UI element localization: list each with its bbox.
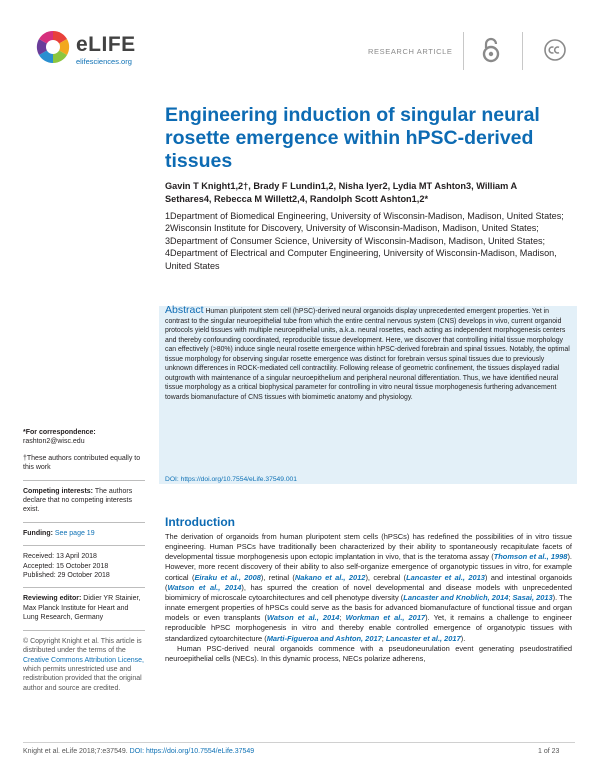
funding-link[interactable]: See page 19 bbox=[54, 529, 95, 537]
sidebar-divider bbox=[23, 480, 145, 481]
citation-link[interactable]: Sasai, 2013 bbox=[512, 592, 553, 602]
body-text: ). The innate emergent properties of hPSCs could serve as the basis for advanced biomanufacture of functional tissue and organ models or even transplants ( bbox=[165, 592, 572, 623]
abstract-doi-link[interactable]: DOI: https://doi.org/10.7554/eLife.37549.001 bbox=[165, 476, 297, 483]
reviewing-editor-text: Didier YR Stainier, Max Planck Institute for Heart and Lung Research, Germany bbox=[23, 595, 141, 622]
page-number: 1 of 23 bbox=[538, 748, 560, 755]
introduction-heading: Introduction bbox=[165, 515, 235, 529]
citation-link[interactable]: Lancaster et al., 2013 bbox=[406, 572, 485, 582]
footer-citation bbox=[23, 748, 254, 755]
article-sidebar bbox=[23, 428, 145, 700]
citation-link[interactable]: Thomson et al., 1998 bbox=[493, 552, 568, 562]
citation-link[interactable]: Workman et al., 2017 bbox=[345, 613, 426, 623]
funding-label: Funding: bbox=[23, 529, 53, 537]
competing-interests-text: The authors declare that no competing interests exist. bbox=[23, 487, 133, 514]
citation-text: Knight et al. eLife 2018;7:e37549. bbox=[23, 748, 128, 755]
published-date: Published: 29 October 2018 bbox=[23, 572, 110, 580]
body-text: ), has spurred the creation of novel developmental and disease models with unprecedented biomimicry of microscale cytoarchitectures and cell phenotype diversity ( bbox=[165, 582, 572, 602]
accepted-date: Accepted: 15 October 2018 bbox=[23, 562, 109, 570]
citation-link[interactable]: Lancaster and Knoblich, 2014 bbox=[403, 592, 509, 602]
header-divider bbox=[463, 32, 464, 70]
received-date: Received: 13 April 2018 bbox=[23, 553, 97, 561]
affiliations: 1Department of Biomedical Engineering, University of Wisconsin-Madison, Madison, United States; 2Wisconsin Institute for Discovery, University of Wisconsin-Madison, Madison, United States; 3Department of Consumer Science, University of Wisconsin-Madison, Madison, United States; 4Department of Electrical and Computer Engineering, University of Wisconsin-Madison, Madison, United States bbox=[165, 211, 564, 271]
abstract-text: Human pluripotent stem cell (hPSC)-derived neural organoids display unprecedented emergent properties. Yet in contrast to the singular neuroepithelial tube from which the entire central nervous system (CNS) develops in vivo, current organoid protocols yield tissues with multiple neuroepithelial units, a.k.a. neural rosettes, each acting as independent morphogenesis centers and thereby confounding coordinated, reproducible tissue development. Here, we discover that controlling initial tissue morphology can effectively (>80%) induce single neural rosette emergence within hPSC-derived forebrain and spinal tissues. Notably, the optimal tissue morphology for observing singular rosette emergence was distinct for forebrain versus spinal tissues due to previously unknown differences in ROCK-mediated cell contractility. Following release of geometric confinement, the tissues displayed radial outgrowth with maintenance of a singular neuroepithelium and peripheral neuronal differentiation. Thus, we have identified neural tissue morphology as a critical biophysical parameter for controlling in vitro neural tissue morphogenesis furthering advancement towards biomanufacture of CNS tissues with biomimetic anatomy and physiology. bbox=[165, 308, 570, 401]
body-text: ). However, more recent discovery of their ability to also self-organize emergence of organotypic tissues in vitro, for example cortical ( bbox=[165, 552, 572, 582]
introduction-paragraph: Human PSC-derived neural organoids commence with a pseudoneurulation event generating pseudostratified neuroepithelial cells (NECs). In this dynamic process, NECs polarize adherens, bbox=[165, 643, 572, 663]
elife-logo-text: eLIFE bbox=[76, 33, 136, 56]
article-title: Engineering induction of singular neural rosette emergence within hPSC-derived tissues bbox=[165, 104, 540, 172]
body-text: ; bbox=[339, 613, 346, 623]
introduction-paragraph bbox=[165, 532, 572, 644]
header-divider bbox=[522, 32, 523, 70]
elife-logo-icon bbox=[34, 28, 72, 66]
body-text: ; bbox=[508, 592, 513, 602]
body-text: The derivation of organoids from human pluripotent stem cells (hPSCs) has redefined the possibilities of in vitro tissue engineering. Human PSCs have traditionally been characterized by their ability to spontaneously recapitulate facets of developmental tissue morphogenesis upon ectopic implantation in vivo, that is the teratoma assay ( bbox=[165, 532, 572, 562]
introduction-body bbox=[165, 532, 572, 664]
body-text: ) and intestinal organoids ( bbox=[165, 572, 572, 592]
competing-interests-label: Competing interests: bbox=[23, 487, 94, 495]
abstract bbox=[165, 306, 570, 402]
sidebar-divider bbox=[23, 587, 145, 588]
sidebar-divider bbox=[23, 630, 145, 631]
creative-commons-icon bbox=[544, 39, 566, 61]
copyright-text: © Copyright Knight et al. This article is distributed under the terms of the bbox=[23, 637, 142, 655]
copyright-text-end: which permits unrestricted use and redistribution provided that the original author and source are credited. bbox=[23, 665, 142, 692]
dates bbox=[23, 552, 145, 580]
reviewing-editor-label: Reviewing editor: bbox=[23, 595, 82, 603]
equal-contribution-note: †These authors contributed equally to this work bbox=[23, 454, 141, 472]
funding bbox=[23, 529, 145, 538]
correspondence-email[interactable]: rashton2@wisc.edu bbox=[23, 438, 85, 446]
body-text: ), retinal ( bbox=[260, 572, 295, 582]
citation-link[interactable]: Eiraku et al., 2008 bbox=[194, 572, 261, 582]
reviewing-editor bbox=[23, 594, 145, 622]
competing-interests bbox=[23, 487, 145, 515]
citation-link[interactable]: Lancaster et al., 2017 bbox=[385, 633, 461, 643]
cc-license-link[interactable]: Creative Commons Attribution License, bbox=[23, 656, 144, 664]
article-type-label: RESEARCH ARTICLE bbox=[368, 47, 453, 56]
correspondence bbox=[23, 428, 145, 447]
citation-link[interactable]: Watson et al., 2014 bbox=[266, 613, 340, 623]
body-text: ). bbox=[460, 633, 466, 643]
open-access-icon bbox=[480, 37, 502, 63]
footer-divider bbox=[23, 742, 575, 743]
citation-link[interactable]: Marti-Figueroa and Ashton, 2017 bbox=[266, 633, 382, 643]
sidebar-divider bbox=[23, 545, 145, 546]
footer-doi-link[interactable]: DOI: https://doi.org/10.7554/eLife.37549 bbox=[129, 748, 255, 755]
body-text: ), cerebral ( bbox=[365, 572, 407, 582]
copyright bbox=[23, 637, 145, 693]
body-text: ; bbox=[381, 633, 386, 643]
citation-link[interactable]: Watson et al., 2014 bbox=[167, 582, 242, 592]
abstract-heading: Abstract bbox=[165, 304, 204, 316]
sidebar-divider bbox=[23, 522, 145, 523]
author-list: Gavin T Knight1,2†, Brady F Lundin1,2, Nisha Iyer2, Lydia MT Ashton3, William A Sethares4, Rebecca M Willett2,4, Randolph Scott Ashton1,2* bbox=[165, 181, 517, 204]
elife-url[interactable]: elifesciences.org bbox=[76, 57, 132, 66]
correspondence-label: *For correspondence: bbox=[23, 429, 96, 436]
body-text: ). Yet, it remains a challenge to engineer reproducible hPSC morphogenesis in vitro and thereby enable controlled emergence of organotypic tissues with standardized cytoarchitecture ( bbox=[165, 613, 572, 643]
citation-link[interactable]: Nakano et al., 2012 bbox=[294, 572, 366, 582]
